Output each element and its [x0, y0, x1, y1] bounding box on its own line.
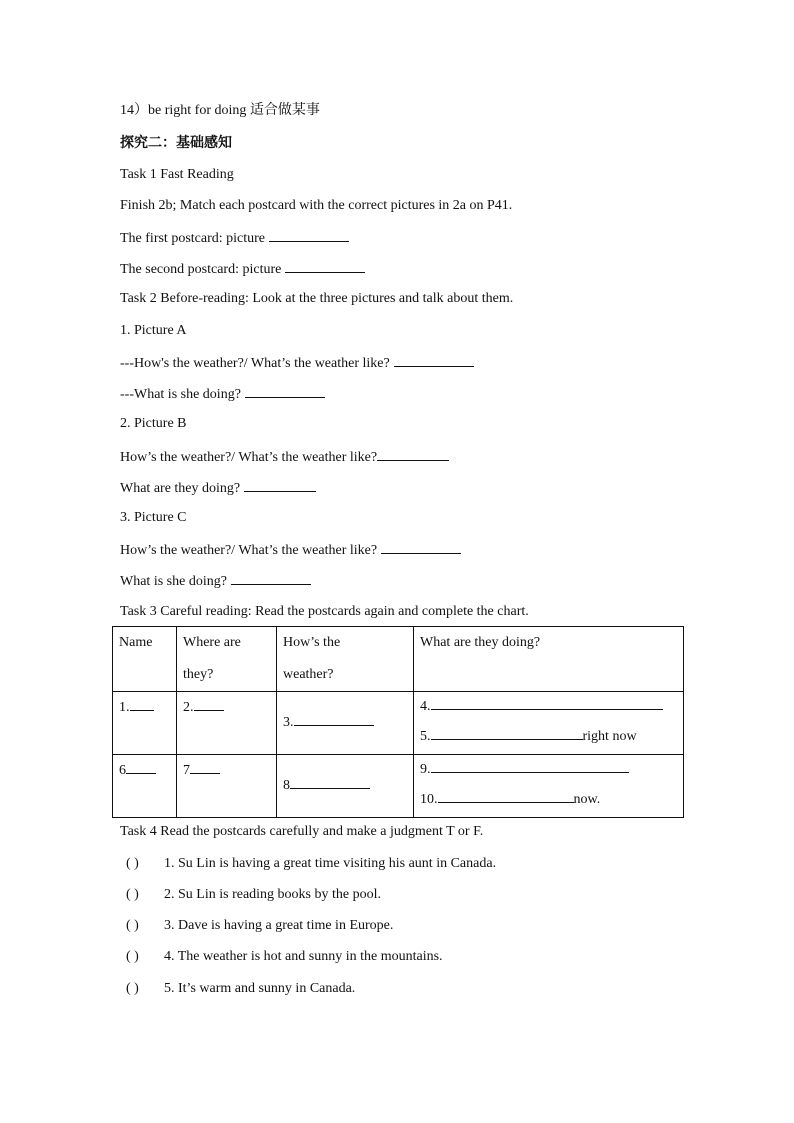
row2-where-number: 7 [183, 763, 190, 778]
chart-row-1 [113, 692, 684, 755]
header-name-cell [113, 627, 177, 692]
picture-b-q2-blank[interactable] [244, 478, 316, 492]
chart-row-2 [113, 755, 684, 818]
row1-name-cell [113, 692, 177, 755]
picture-c-q2-blank[interactable] [231, 571, 311, 585]
chart-header-row [113, 627, 684, 692]
judgment-answer-box[interactable]: ( ) [126, 918, 139, 933]
first-postcard-line [120, 228, 349, 248]
intro-line: 14）be right for doing 适合做某事 [120, 103, 320, 118]
second-postcard-blank[interactable] [285, 259, 365, 273]
task1-title: Task 1 Fast Reading [120, 167, 234, 182]
header-where-line1: Where are [183, 635, 241, 650]
row2-weather-blank[interactable] [290, 775, 370, 789]
row2-weather-cell [277, 755, 414, 818]
judgment-answer-box[interactable]: ( ) [126, 981, 139, 996]
reading-chart [112, 626, 684, 818]
judgment-item [126, 886, 381, 904]
picture-a-q2-line [120, 384, 325, 404]
picture-a-q2-blank[interactable] [245, 384, 325, 398]
judgment-item [126, 980, 355, 998]
row1-where-number: 2. [183, 700, 194, 715]
picture-c-q1: How’s the weather?/ What’s the weather like? [120, 543, 378, 558]
picture-b-q1-blank[interactable] [377, 447, 449, 461]
second-postcard-label: The second postcard: picture [120, 262, 282, 277]
judgment-statement: 4. The weather is hot and sunny in the mountains. [164, 949, 443, 964]
picture-c-q1-blank[interactable] [381, 540, 461, 554]
task4-title: Task 4 Read the postcards carefully and make a judgment T or F. [120, 824, 484, 839]
row2-weather-number: 8 [283, 778, 290, 793]
second-postcard-line [120, 259, 365, 279]
judgment-answer-box[interactable]: ( ) [126, 949, 139, 964]
header-where-line2: they? [183, 667, 214, 682]
row2-name-number: 6 [119, 763, 126, 778]
judgment-item [126, 948, 443, 966]
row1-weather-cell [277, 692, 414, 755]
picture-c-q2-line [120, 571, 311, 591]
row2-where-blank[interactable] [190, 760, 220, 774]
header-doing: What are they doing? [420, 635, 541, 650]
row2-doing-b-number: 10. [420, 792, 438, 807]
row2-doing-b-suffix: now. [573, 792, 601, 807]
row1-doing-b-number: 5. [420, 729, 431, 744]
first-postcard-blank[interactable] [269, 228, 349, 242]
row1-name-blank[interactable] [130, 697, 154, 711]
row1-where-blank[interactable] [194, 697, 224, 711]
picture-c-q2: What is she doing? [120, 574, 227, 589]
row1-weather-number: 3. [283, 715, 294, 730]
row2-name-cell [113, 755, 177, 818]
section-title: 探究二：基础感知 [120, 135, 232, 151]
first-postcard-label: The first postcard: picture [120, 231, 266, 246]
header-weather-line1: How’s the [283, 635, 341, 650]
picture-a-q2: ---What is she doing? [120, 387, 241, 402]
row2-name-blank[interactable] [126, 760, 156, 774]
picture-a-q1-blank[interactable] [394, 353, 474, 367]
row1-where-cell [177, 692, 277, 755]
row1-doing-b-blank[interactable] [431, 726, 583, 740]
row2-doing-cell [414, 755, 684, 818]
row2-doing-b-blank[interactable] [438, 789, 574, 803]
picture-b-q1: How’s the weather?/ What’s the weather like? [120, 450, 378, 465]
header-name: Name [119, 635, 153, 650]
judgment-item [126, 855, 496, 873]
task1-instruction: Finish 2b; Match each postcard with the correct pictures in 2a on P41. [120, 198, 513, 213]
judgment-answer-box[interactable]: ( ) [126, 887, 139, 902]
judgment-statement: 3. Dave is having a great time in Europe. [164, 918, 394, 933]
picture-c-label: 3. Picture C [120, 510, 187, 525]
row1-doing-a-number: 4. [420, 699, 431, 714]
row2-where-cell [177, 755, 277, 818]
picture-b-q2: What are they doing? [120, 481, 241, 496]
judgment-statement: 5. It’s warm and sunny in Canada. [164, 981, 356, 996]
picture-a-label: 1. Picture A [120, 323, 187, 338]
picture-a-q1-line [120, 353, 474, 373]
picture-c-q1-line [120, 540, 461, 560]
row1-doing-a-blank[interactable] [431, 696, 663, 710]
row1-weather-blank[interactable] [294, 712, 374, 726]
judgment-statement: 1. Su Lin is having a great time visiting his aunt in Canada. [164, 856, 497, 871]
row1-name-number: 1. [119, 700, 130, 715]
header-doing-cell [414, 627, 684, 692]
header-weather-cell [277, 627, 414, 692]
row2-doing-a-number: 9. [420, 762, 431, 777]
picture-b-q1-line [120, 447, 449, 467]
picture-a-q1: ---How's the weather?/ What’s the weather like? [120, 356, 390, 371]
header-weather-line2: weather? [283, 667, 334, 682]
task2-title: Task 2 Before-reading: Look at the three pictures and talk about them. [120, 291, 514, 306]
judgment-answer-box[interactable]: ( ) [126, 856, 139, 871]
judgment-item [126, 917, 393, 935]
picture-b-q2-line [120, 478, 316, 498]
row1-doing-b-suffix: right now [582, 729, 637, 744]
picture-b-label: 2. Picture B [120, 416, 187, 431]
task3-title: Task 3 Careful reading: Read the postcards again and complete the chart. [120, 604, 529, 619]
row1-doing-cell [414, 692, 684, 755]
judgment-statement: 2. Su Lin is reading books by the pool. [164, 887, 381, 902]
header-where-cell [177, 627, 277, 692]
row2-doing-a-blank[interactable] [431, 759, 629, 773]
